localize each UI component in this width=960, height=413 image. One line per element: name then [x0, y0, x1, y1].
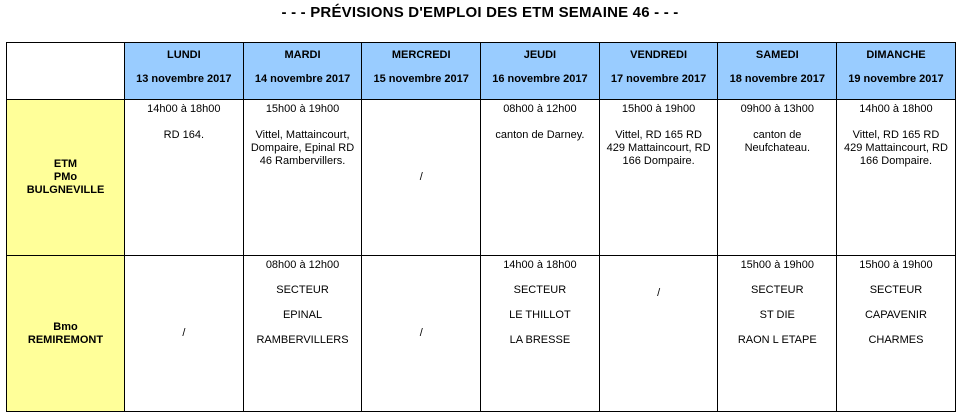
cell-line: SECTEUR: [276, 284, 329, 296]
day-header-thursday: [481, 43, 600, 100]
row-header-line: Bmo: [53, 320, 78, 333]
empty-marker: /: [419, 327, 423, 339]
day-name: MARDI: [284, 49, 321, 61]
day-name: LUNDI: [167, 49, 201, 61]
day-date: 14 novembre 2017: [254, 73, 351, 85]
schedule-cell: [125, 100, 244, 256]
page-title: - - - PRÉVISIONS D'EMPLOI DES ETM SEMAINE 46 - - -: [281, 4, 679, 21]
day-header-tuesday: [243, 43, 362, 100]
day-name: SAMEDI: [755, 49, 799, 61]
day-date: 17 novembre 2017: [610, 73, 707, 85]
schedule-cell: [481, 100, 600, 256]
cell-hours: 15h00 à 19h00: [621, 103, 696, 115]
cell-line: RAMBERVILLERS: [256, 334, 349, 346]
cell-line: SECTEUR: [513, 284, 567, 296]
cell-line: CHARMES: [868, 334, 924, 346]
empty-marker: /: [419, 171, 423, 183]
cell-hours: 14h00 à 18h00: [503, 259, 577, 271]
cell-hours: 14h00 à 18h00: [147, 103, 221, 115]
schedule-cell-empty: [125, 256, 244, 412]
cell-hours: 15h00 à 19h00: [859, 259, 933, 271]
day-date: 15 novembre 2017: [373, 73, 469, 85]
cell-line: SECTEUR: [751, 284, 804, 296]
empty-marker: /: [182, 327, 186, 339]
schedule-cell-empty: [599, 256, 718, 412]
cell-hours: 08h00 à 12h00: [503, 103, 577, 115]
day-name: MERCREDI: [391, 49, 451, 61]
cell-line: EPINAL: [282, 309, 323, 321]
day-date: 13 novembre 2017: [136, 73, 232, 85]
cell-place: Vittel, Mattaincourt, Dompaire, Epinal RD 46 Rambervillers.: [250, 129, 355, 167]
schedule-cell: [718, 100, 837, 256]
day-header-wednesday: [362, 43, 481, 100]
day-date: 16 novembre 2017: [492, 73, 588, 85]
row-header-line: ETM: [53, 158, 78, 170]
table-header-row: [7, 43, 956, 100]
row-header-bmo: [7, 256, 125, 412]
row-header-line: PMo: [53, 171, 78, 183]
cell-line: RAON L ETAPE: [737, 334, 817, 346]
cell-hours: 15h00 à 19h00: [740, 259, 814, 271]
schedule-cell: [718, 256, 837, 412]
day-header-monday: [125, 43, 244, 100]
schedule-cell: [599, 100, 718, 256]
corner-cell: [7, 43, 125, 100]
cell-hours: 08h00 à 12h00: [265, 259, 340, 271]
schedule-table: [6, 42, 956, 412]
empty-marker: /: [657, 287, 661, 299]
day-date: 19 novembre 2017: [848, 73, 944, 85]
table-row: [7, 100, 956, 256]
day-header-saturday: [718, 43, 837, 100]
cell-place: canton de Darney.: [495, 129, 585, 141]
day-name: VENDREDI: [630, 49, 688, 61]
schedule-cell: [837, 256, 956, 412]
cell-place: Vittel, RD 165 RD 429 Mattaincourt, RD 166 Dompaire.: [606, 129, 711, 167]
schedule-cell: [243, 256, 362, 412]
cell-hours: 15h00 à 19h00: [265, 103, 340, 115]
cell-line: SECTEUR: [869, 284, 923, 296]
cell-line: ST DIE: [759, 309, 795, 321]
cell-place: Vittel, RD 165 RD 429 Mattaincourt, RD 166 Dompaire.: [844, 129, 948, 167]
row-header-etm: [7, 100, 125, 256]
day-date: 18 novembre 2017: [729, 73, 825, 85]
day-header-sunday: [837, 43, 956, 100]
cell-line: CAPAVENIR: [864, 309, 927, 321]
schedule-cell: [243, 100, 362, 256]
schedule-cell-empty: [362, 256, 481, 412]
day-name: DIMANCHE: [866, 49, 926, 61]
cell-hours: 14h00 à 18h00: [859, 103, 933, 115]
schedule-cell: [837, 100, 956, 256]
schedule-cell-empty: [362, 100, 481, 256]
cell-place: canton de Neufchateau.: [744, 129, 810, 154]
cell-hours: 09h00 à 13h00: [740, 103, 814, 115]
cell-place: RD 164.: [163, 129, 205, 141]
cell-line: LE THILLOT: [509, 309, 571, 321]
day-header-friday: [599, 43, 718, 100]
row-header-line: BULGNEVILLE: [26, 184, 105, 196]
cell-line: LA BRESSE: [509, 334, 571, 346]
day-name: JEUDI: [523, 49, 557, 61]
table-row: [7, 256, 956, 412]
row-header-line: REMIREMONT: [27, 333, 104, 346]
schedule-cell: [481, 256, 600, 412]
